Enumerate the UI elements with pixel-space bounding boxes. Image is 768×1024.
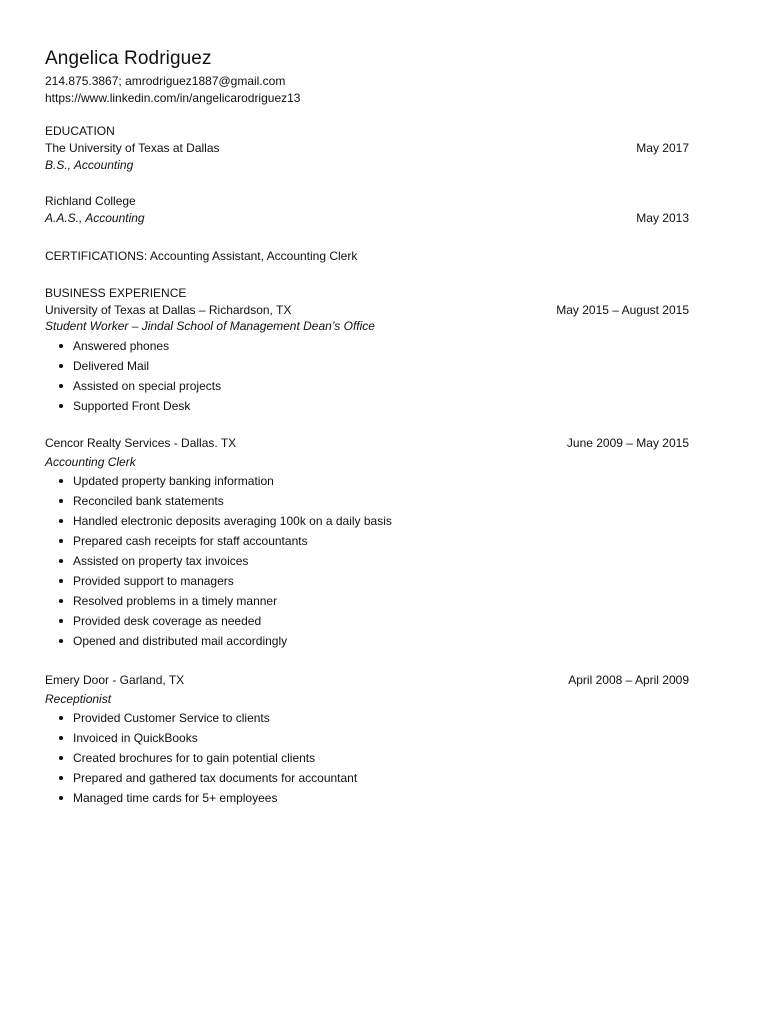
job-dates: April 2008 – April 2009 — [568, 673, 689, 687]
list-item: Provided Customer Service to clients — [45, 708, 357, 728]
list-item: Managed time cards for 5+ employees — [45, 788, 357, 808]
list-item: Updated property banking information — [45, 471, 392, 491]
job-duties-list — [45, 471, 392, 651]
job-title: Receptionist — [45, 692, 112, 706]
list-item: Handled electronic deposits averaging 100k on a daily basis — [45, 511, 392, 531]
certifications-line — [45, 248, 357, 264]
education-school: The University of Texas at Dallas — [45, 141, 220, 155]
education-date: May 2017 — [636, 141, 689, 155]
job-location: - Garland, TX — [109, 673, 185, 687]
list-item: Delivered Mail — [45, 356, 221, 376]
education-degree: A.A.S., Accounting — [45, 211, 145, 225]
list-item: Assisted on special projects — [45, 376, 221, 396]
job-employer: Cencor Realty Services — [45, 436, 171, 450]
linkedin-url: https://www.linkedin.com/in/angelicarodriguez13 — [45, 91, 301, 105]
job-duties-list — [45, 708, 357, 808]
job-title: Student Worker – Jindal School of Management Dean’s Office — [45, 319, 375, 333]
list-item: Prepared and gathered tax documents for accountant — [45, 768, 357, 788]
list-item: Provided support to managers — [45, 571, 392, 591]
job-header — [45, 672, 184, 688]
experience-heading: BUSINESS EXPERIENCE — [45, 286, 187, 300]
job-dates: June 2009 – May 2015 — [566, 436, 689, 450]
job-header — [45, 435, 236, 451]
job-header — [45, 302, 291, 318]
job-duties-list — [45, 336, 221, 416]
list-item: Assisted on property tax invoices — [45, 551, 392, 571]
list-item: Created brochures for to gain potential clients — [45, 748, 357, 768]
job-title: Accounting Clerk — [45, 455, 136, 469]
education-degree: B.S., Accounting — [45, 158, 134, 172]
job-employer: University of Texas at Dallas — [45, 303, 196, 317]
list-item: Supported Front Desk — [45, 396, 221, 416]
list-item: Resolved problems in a timely manner — [45, 591, 392, 611]
job-dates: May 2015 – August 2015 — [556, 303, 689, 317]
job-employer: Emery Door — [45, 673, 110, 687]
contact-info: 214.875.3867; amrodriguez1887@gmail.com — [45, 74, 286, 88]
list-item: Reconciled bank statements — [45, 491, 392, 511]
education-school: Richland College — [45, 194, 136, 208]
education-date: May 2013 — [636, 211, 689, 225]
list-item: Opened and distributed mail accordingly — [45, 631, 392, 651]
education-heading: EDUCATION — [45, 124, 115, 138]
certifications-label: CERTIFICATIONS: — [45, 249, 148, 263]
list-item: Provided desk coverage as needed — [45, 611, 392, 631]
list-item: Answered phones — [45, 336, 221, 356]
job-location: - Dallas. TX — [170, 436, 237, 450]
candidate-name: Angelica Rodriguez — [45, 48, 212, 69]
job-location: – Richardson, TX — [195, 303, 292, 317]
certifications-value: Accounting Assistant, Accounting Clerk — [147, 249, 358, 263]
list-item: Invoiced in QuickBooks — [45, 728, 357, 748]
list-item: Prepared cash receipts for staff accountants — [45, 531, 392, 551]
